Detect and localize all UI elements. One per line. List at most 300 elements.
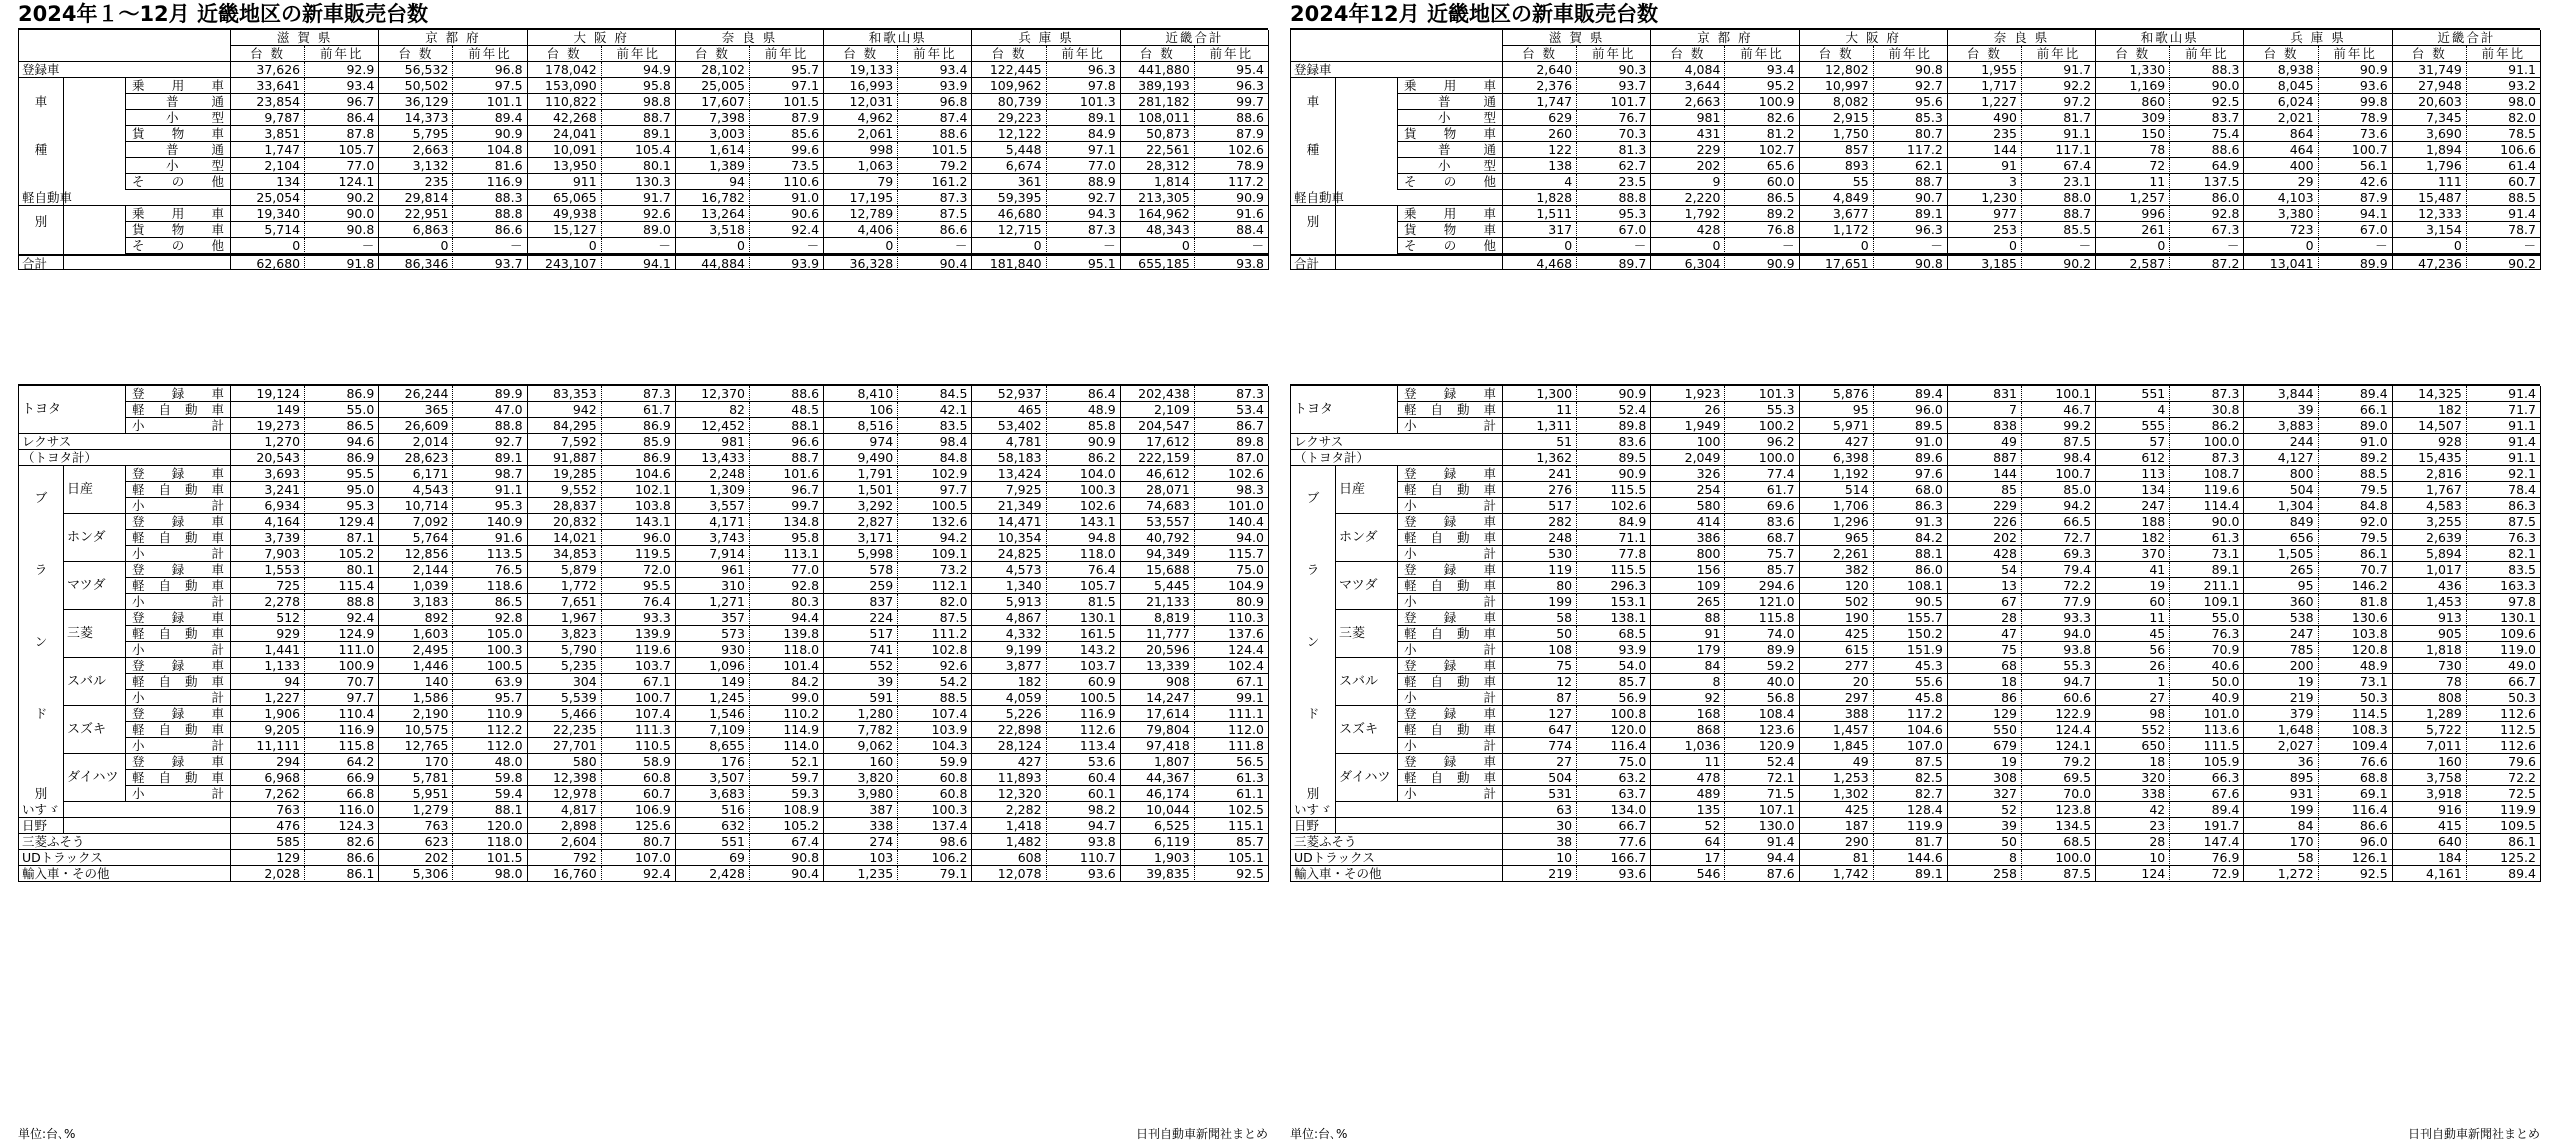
table-cell: 623 bbox=[379, 834, 453, 850]
table-cell: 85.6 bbox=[750, 126, 824, 142]
table-cell: 115.5 bbox=[1577, 562, 1651, 578]
table-cell: 96.7 bbox=[305, 94, 379, 110]
table-cell: 892 bbox=[379, 610, 453, 626]
table-cell: 50 bbox=[1503, 626, 1577, 642]
table-cell: － bbox=[1577, 238, 1651, 254]
table-cell: 54 bbox=[1948, 562, 2022, 578]
table-cell: 3,255 bbox=[2393, 514, 2467, 530]
table-cell: 8 bbox=[1948, 850, 2022, 866]
count-header: 台 数 bbox=[972, 46, 1046, 62]
ratio-header: 前年比 bbox=[1195, 46, 1269, 62]
brand-sub-label: 小計 bbox=[1398, 498, 1503, 514]
brand-sub-label: 軽自動車 bbox=[1398, 674, 1503, 690]
table-cell: 1,614 bbox=[676, 142, 750, 158]
table-cell: 28,102 bbox=[676, 62, 750, 78]
brand-label: ダイハツ bbox=[1336, 754, 1398, 802]
table-cell: 93.4 bbox=[1725, 62, 1799, 78]
table-cell: 1,296 bbox=[1800, 514, 1874, 530]
table-cell: 800 bbox=[1651, 546, 1725, 562]
table-cell: 93.2 bbox=[2467, 78, 2541, 94]
table-cell: 86.9 bbox=[305, 450, 379, 466]
table-cell: 119 bbox=[1503, 562, 1577, 578]
table-cell: 92.5 bbox=[2319, 866, 2393, 882]
table-cell: 98.8 bbox=[602, 94, 676, 110]
table-cell: 1,096 bbox=[676, 658, 750, 674]
table-cell: 64.9 bbox=[2170, 158, 2244, 174]
table-cell: 101.1 bbox=[453, 94, 527, 110]
table-cell: 77.6 bbox=[1577, 834, 1651, 850]
table-cell: 105.2 bbox=[750, 818, 824, 834]
table-cell: 5,894 bbox=[2393, 546, 2467, 562]
table-cell: 1,791 bbox=[824, 466, 898, 482]
table-cell: 5,790 bbox=[528, 642, 602, 658]
table-cell: 8,516 bbox=[824, 418, 898, 434]
table-cell: 105.4 bbox=[602, 142, 676, 158]
table-cell: 741 bbox=[824, 642, 898, 658]
table-cell: 465 bbox=[972, 402, 1046, 418]
total-cell: 2,587 bbox=[2096, 254, 2170, 270]
table-cell: 436 bbox=[2393, 578, 2467, 594]
table-cell: 386 bbox=[1651, 530, 1725, 546]
table-cell: 19 bbox=[2244, 674, 2318, 690]
table-cell: 105.2 bbox=[305, 546, 379, 562]
table-cell: 83.6 bbox=[1725, 514, 1799, 530]
table-cell: 111.1 bbox=[1195, 706, 1269, 722]
table-cell: 143.1 bbox=[1047, 514, 1121, 530]
table-cell: 49 bbox=[1948, 434, 2022, 450]
brand-label: 日産 bbox=[1336, 466, 1398, 514]
table-cell: 66.9 bbox=[305, 770, 379, 786]
table-cell: 1,814 bbox=[1121, 174, 1195, 190]
table-cell: 138.1 bbox=[1577, 610, 1651, 626]
row-blank bbox=[1336, 126, 1398, 142]
table-cell: 70.9 bbox=[2170, 642, 2244, 658]
table-cell: 88.3 bbox=[453, 190, 527, 206]
table-cell: 73.6 bbox=[2319, 126, 2393, 142]
table-cell: 124.4 bbox=[2022, 722, 2096, 738]
table-cell: 86.1 bbox=[2467, 834, 2541, 850]
table-cell: 98.4 bbox=[2022, 450, 2096, 466]
table-cell: 9 bbox=[1651, 174, 1725, 190]
table-cell: 48.5 bbox=[750, 402, 824, 418]
table-cell: 546 bbox=[1651, 866, 1725, 882]
table-cell: 110.4 bbox=[305, 706, 379, 722]
table-cell: 146.2 bbox=[2319, 578, 2393, 594]
ratio-header: 前年比 bbox=[1577, 46, 1651, 62]
table-cell: 110.9 bbox=[453, 706, 527, 722]
table-cell: 27,948 bbox=[2393, 78, 2467, 94]
table-cell: 84.9 bbox=[1047, 126, 1121, 142]
brand-label: 三菱 bbox=[64, 610, 126, 658]
table-cell: 95.8 bbox=[750, 530, 824, 546]
table-cell: 3,918 bbox=[2393, 786, 2467, 802]
table-cell: 7,109 bbox=[676, 722, 750, 738]
table-cell: 3,743 bbox=[676, 530, 750, 546]
category-label-sha: 車 bbox=[19, 78, 64, 126]
brand-label: ホンダ bbox=[64, 514, 126, 562]
table-cell: 222,159 bbox=[1121, 450, 1195, 466]
table-cell: 50 bbox=[1948, 834, 2022, 850]
table-cell: 42 bbox=[2096, 802, 2170, 818]
total-cell: 243,107 bbox=[528, 254, 602, 270]
table-cell: 82.6 bbox=[1725, 110, 1799, 126]
table-cell: 81.5 bbox=[1047, 594, 1121, 610]
table-cell: 69.5 bbox=[2022, 770, 2096, 786]
table-cell: 0 bbox=[1121, 238, 1195, 254]
table-cell: 92.5 bbox=[2170, 94, 2244, 110]
table-cell: 160 bbox=[2393, 754, 2467, 770]
brand-label: ダイハツ bbox=[64, 754, 126, 802]
table-cell: 106.9 bbox=[602, 802, 676, 818]
table-cell: 100.3 bbox=[453, 642, 527, 658]
table-cell: 45 bbox=[2096, 626, 2170, 642]
table-cell: 86.5 bbox=[1725, 190, 1799, 206]
table-cell: 130.1 bbox=[2467, 610, 2541, 626]
brand-sub-label: 小計 bbox=[126, 546, 231, 562]
table-cell: 94.9 bbox=[602, 62, 676, 78]
table-cell: 89.0 bbox=[2319, 418, 2393, 434]
table-cell: 6,525 bbox=[1121, 818, 1195, 834]
total-cell: 90.8 bbox=[1874, 254, 1948, 270]
table-cell: 608 bbox=[972, 850, 1046, 866]
table-cell: 1,362 bbox=[1503, 450, 1577, 466]
table-cell: 67.1 bbox=[602, 674, 676, 690]
total-cell: 44,884 bbox=[676, 254, 750, 270]
count-header: 台 数 bbox=[676, 46, 750, 62]
table-cell: 6,119 bbox=[1121, 834, 1195, 850]
total-cell: 90.4 bbox=[898, 254, 972, 270]
table-cell: 107.1 bbox=[1725, 802, 1799, 818]
table-cell: 66.1 bbox=[2319, 402, 2393, 418]
brand-label: トヨタ bbox=[1291, 386, 1398, 434]
table-cell: 92.1 bbox=[2467, 466, 2541, 482]
table-cell: 182 bbox=[2096, 530, 2170, 546]
table-cell: 14,507 bbox=[2393, 418, 2467, 434]
table-cell: 90.9 bbox=[1047, 434, 1121, 450]
table-cell: 68.5 bbox=[2022, 834, 2096, 850]
brand-sub-label: 登録車 bbox=[126, 610, 231, 626]
table-cell: 184 bbox=[2393, 850, 2467, 866]
table-cell: 8,938 bbox=[2244, 62, 2318, 78]
table-cell: 27,701 bbox=[528, 738, 602, 754]
table-cell: 11,893 bbox=[972, 770, 1046, 786]
table-cell: 87.9 bbox=[1195, 126, 1269, 142]
table-cell: 308 bbox=[1948, 770, 2022, 786]
table-cell: 108.7 bbox=[2170, 466, 2244, 482]
table-cell: 75.0 bbox=[1577, 754, 1651, 770]
table-cell: 100.7 bbox=[602, 690, 676, 706]
brand-sub-label: 登録車 bbox=[1398, 386, 1503, 402]
table-cell: 66.5 bbox=[2022, 514, 2096, 530]
table-cell: 100.9 bbox=[305, 658, 379, 674]
table-cell: 118.0 bbox=[453, 834, 527, 850]
table-cell: 965 bbox=[1800, 530, 1874, 546]
table-cell: 97.7 bbox=[898, 482, 972, 498]
table-cell: 86.4 bbox=[305, 110, 379, 126]
row-label: 登録車 bbox=[19, 62, 231, 78]
brand-sub-label: 小計 bbox=[1398, 738, 1503, 754]
table-cell: 10 bbox=[2096, 850, 2170, 866]
table-cell: － bbox=[750, 238, 824, 254]
table-cell: 81.2 bbox=[1725, 126, 1799, 142]
table-cell: 95 bbox=[1800, 402, 1874, 418]
table-cell: 974 bbox=[824, 434, 898, 450]
table-cell: 82.1 bbox=[2467, 546, 2541, 562]
table-cell: 431 bbox=[1651, 126, 1725, 142]
table-cell: 99.2 bbox=[2022, 418, 2096, 434]
table-cell: 2,248 bbox=[676, 466, 750, 482]
brand-sub-label: 軽自動車 bbox=[1398, 578, 1503, 594]
table-cell: 94.0 bbox=[2022, 626, 2096, 642]
table-cell: 837 bbox=[824, 594, 898, 610]
table-cell: 40.6 bbox=[2170, 658, 2244, 674]
brand-sub-label: 軽自動車 bbox=[126, 674, 231, 690]
table-cell: 101.5 bbox=[750, 94, 824, 110]
table-cell: 578 bbox=[824, 562, 898, 578]
row-blank bbox=[1336, 158, 1398, 174]
table-cell: 52,937 bbox=[972, 386, 1046, 402]
table-cell: 102.5 bbox=[1195, 802, 1269, 818]
row-label: 小型 bbox=[126, 110, 231, 126]
table-cell: 785 bbox=[2244, 642, 2318, 658]
category-label-shu: 種 bbox=[1291, 126, 1336, 174]
table-cell: 1,747 bbox=[1503, 94, 1577, 110]
table-cell: 12,856 bbox=[379, 546, 453, 562]
table-cell: 90.2 bbox=[305, 190, 379, 206]
table-cell: － bbox=[2319, 238, 2393, 254]
table-cell: 2,827 bbox=[824, 514, 898, 530]
table-cell: 67 bbox=[1948, 594, 2022, 610]
brand-label: 三菱ふそう bbox=[1291, 834, 1503, 850]
brand-sub-label: 小計 bbox=[126, 594, 231, 610]
table-cell: 360 bbox=[2244, 594, 2318, 610]
brand-sub-label: 小計 bbox=[126, 498, 231, 514]
table-cell: 94.1 bbox=[2319, 206, 2393, 222]
table-cell: 66.8 bbox=[305, 786, 379, 802]
table-cell: 83.6 bbox=[1577, 434, 1651, 450]
brand-vertical-char: ブ bbox=[19, 466, 64, 530]
table-cell: － bbox=[1725, 238, 1799, 254]
table-cell: 13 bbox=[1948, 578, 2022, 594]
table-cell: 87.5 bbox=[2022, 866, 2096, 882]
table-cell: 219 bbox=[1503, 866, 1577, 882]
table-cell: 50.3 bbox=[2467, 690, 2541, 706]
table-cell: 66.7 bbox=[2467, 674, 2541, 690]
table-cell: 19,273 bbox=[231, 418, 305, 434]
table-cell: 81.7 bbox=[1874, 834, 1948, 850]
table-cell: 101.4 bbox=[750, 658, 824, 674]
table-cell: 18 bbox=[2096, 754, 2170, 770]
table-cell: 69.3 bbox=[2022, 546, 2096, 562]
table-cell: 101.5 bbox=[898, 142, 972, 158]
table-cell: 60.7 bbox=[2467, 174, 2541, 190]
table-cell: 85.5 bbox=[2022, 222, 2096, 238]
table-cell: 182 bbox=[972, 674, 1046, 690]
table-cell: 60.9 bbox=[1047, 674, 1121, 690]
table-cell: 95.5 bbox=[602, 578, 676, 594]
table-cell: 87.3 bbox=[2170, 386, 2244, 402]
table-cell: 9,490 bbox=[824, 450, 898, 466]
table-cell: 129 bbox=[231, 850, 305, 866]
table-cell: 86.5 bbox=[453, 594, 527, 610]
table-cell: 75.4 bbox=[2170, 126, 2244, 142]
table-cell: 868 bbox=[1651, 722, 1725, 738]
table-cell: 88.6 bbox=[898, 126, 972, 142]
brand-label: （トヨタ計） bbox=[1291, 450, 1503, 466]
table-cell: 30 bbox=[1503, 818, 1577, 834]
table-cell: 89.1 bbox=[2170, 562, 2244, 578]
table-cell: 585 bbox=[231, 834, 305, 850]
table-cell: 3,690 bbox=[2393, 126, 2467, 142]
table-cell: 94.4 bbox=[1725, 850, 1799, 866]
table-cell: 338 bbox=[824, 818, 898, 834]
table-cell: 86.6 bbox=[898, 222, 972, 238]
table-cell: 86.1 bbox=[2319, 546, 2393, 562]
table-cell: 89.2 bbox=[2319, 450, 2393, 466]
table-cell: 155.7 bbox=[1874, 610, 1948, 626]
table-cell: 89.1 bbox=[1874, 206, 1948, 222]
row-label: 登録車 bbox=[1291, 62, 1503, 78]
table-cell: 78 bbox=[2096, 142, 2170, 158]
table-cell: 86.5 bbox=[305, 418, 379, 434]
prefecture-header: 奈 良 県 bbox=[676, 30, 824, 46]
table-cell: 84.8 bbox=[898, 450, 972, 466]
table-cell: 70.0 bbox=[2022, 786, 2096, 802]
total-cell: 87.2 bbox=[2170, 254, 2244, 270]
prefecture-header: 兵 庫 県 bbox=[2244, 30, 2392, 46]
table-cell: 2,049 bbox=[1651, 450, 1725, 466]
table-cell: 114.0 bbox=[750, 738, 824, 754]
table-cell: 91.0 bbox=[1874, 434, 1948, 450]
table-cell: 86.6 bbox=[453, 222, 527, 238]
table-cell: 60.0 bbox=[1725, 174, 1799, 190]
table-cell: 95.8 bbox=[602, 78, 676, 94]
table-cell: 725 bbox=[231, 578, 305, 594]
table-cell: 124.9 bbox=[305, 626, 379, 642]
table-cell: 117.2 bbox=[1874, 142, 1948, 158]
table-cell: 102.7 bbox=[1725, 142, 1799, 158]
table-cell: 20,832 bbox=[528, 514, 602, 530]
table-cell: 53.6 bbox=[1047, 754, 1121, 770]
table-cell: 58,183 bbox=[972, 450, 1046, 466]
table-cell: 800 bbox=[2244, 466, 2318, 482]
row-label: 貨物車 bbox=[1398, 126, 1503, 142]
table-cell: 102.6 bbox=[1195, 142, 1269, 158]
table-cell: 87.5 bbox=[1874, 754, 1948, 770]
table-cell: 45.8 bbox=[1874, 690, 1948, 706]
table-cell: 134.0 bbox=[1577, 802, 1651, 818]
table-cell: 112.6 bbox=[1047, 722, 1121, 738]
table-cell: 86.1 bbox=[305, 866, 379, 882]
table-cell: 98.7 bbox=[453, 466, 527, 482]
table-cell: 61.4 bbox=[2467, 158, 2541, 174]
table-cell: 1,230 bbox=[1948, 190, 2022, 206]
table-cell: 2,220 bbox=[1651, 190, 1725, 206]
table-cell: 90.7 bbox=[1874, 190, 1948, 206]
table-cell: 36,129 bbox=[379, 94, 453, 110]
table-cell: 1,133 bbox=[231, 658, 305, 674]
table-cell: 112.5 bbox=[2467, 722, 2541, 738]
table-cell: 229 bbox=[1651, 142, 1725, 158]
table-cell: 13,264 bbox=[676, 206, 750, 222]
table-cell: 1,482 bbox=[972, 834, 1046, 850]
brand-sub-label: 軽自動車 bbox=[126, 626, 231, 642]
brand-sub-label: 軽自動車 bbox=[1398, 770, 1503, 786]
table-cell: 7,092 bbox=[379, 514, 453, 530]
table-cell: 96.2 bbox=[1725, 434, 1799, 450]
table-cell: 76.5 bbox=[453, 562, 527, 578]
prefecture-header: 滋 賀 県 bbox=[1503, 30, 1651, 46]
table-cell: 103.8 bbox=[602, 498, 676, 514]
row-label: 普通 bbox=[1398, 142, 1503, 158]
table-cell: 5,714 bbox=[231, 222, 305, 238]
table-cell: 68.7 bbox=[1725, 530, 1799, 546]
ratio-header: 前年比 bbox=[2022, 46, 2096, 62]
table-cell: 202 bbox=[1651, 158, 1725, 174]
table-cell: 112.1 bbox=[898, 578, 972, 594]
table-cell: 101.7 bbox=[1577, 94, 1651, 110]
table-cell: 211.1 bbox=[2170, 578, 2244, 594]
table-cell: 87.3 bbox=[602, 386, 676, 402]
table-cell: 12,789 bbox=[824, 206, 898, 222]
table-cell: 265 bbox=[2244, 562, 2318, 578]
table-cell: 59,395 bbox=[972, 190, 1046, 206]
table-cell: 5,998 bbox=[824, 546, 898, 562]
table-cell: 112.0 bbox=[1195, 722, 1269, 738]
table-cell: 84.9 bbox=[1577, 514, 1651, 530]
table-cell: 67.0 bbox=[1577, 222, 1651, 238]
table-cell: 5,448 bbox=[972, 142, 1046, 158]
table-cell: 149 bbox=[231, 402, 305, 418]
table-cell: 108.9 bbox=[750, 802, 824, 818]
table-cell: 80.7 bbox=[602, 834, 676, 850]
table-cell: 61.3 bbox=[1195, 770, 1269, 786]
table-cell: 63.9 bbox=[453, 674, 527, 690]
table-cell: 90.9 bbox=[1195, 190, 1269, 206]
table-cell: － bbox=[2170, 238, 2244, 254]
table-cell: 89.1 bbox=[453, 450, 527, 466]
table-cell: 56.8 bbox=[1725, 690, 1799, 706]
table-cell: 15,435 bbox=[2393, 450, 2467, 466]
right-unit-label: 単位:台､% bbox=[1290, 1127, 1348, 1141]
table-cell: 94.2 bbox=[2022, 498, 2096, 514]
table-cell: 490 bbox=[1948, 110, 2022, 126]
table-cell: 79,804 bbox=[1121, 722, 1195, 738]
table-cell: 5,951 bbox=[379, 786, 453, 802]
table-cell: 59.9 bbox=[898, 754, 972, 770]
table-cell: 12,333 bbox=[2393, 206, 2467, 222]
brand-sub-label: 小計 bbox=[126, 418, 231, 434]
table-cell: 82 bbox=[676, 402, 750, 418]
table-cell: 763 bbox=[231, 802, 305, 818]
row-label: 軽自動車 bbox=[19, 190, 231, 206]
table-cell: 476 bbox=[231, 818, 305, 834]
table-cell: 100.5 bbox=[1047, 690, 1121, 706]
table-cell: 122 bbox=[1503, 142, 1577, 158]
table-cell: 8,819 bbox=[1121, 610, 1195, 626]
right-title: 2024年12月 近畿地区の新車販売台数 bbox=[1290, 2, 1658, 26]
table-cell: 89.9 bbox=[1725, 642, 1799, 658]
table-cell: 6,968 bbox=[231, 770, 305, 786]
prefecture-header: 兵 庫 県 bbox=[972, 30, 1120, 46]
table-cell: 977 bbox=[1948, 206, 2022, 222]
table-cell: 68.5 bbox=[1577, 626, 1651, 642]
table-cell: 552 bbox=[2096, 722, 2170, 738]
table-cell: 124.4 bbox=[1195, 642, 1269, 658]
table-cell: 86 bbox=[1948, 690, 2022, 706]
table-cell: 71.5 bbox=[1725, 786, 1799, 802]
table-cell: 21,133 bbox=[1121, 594, 1195, 610]
